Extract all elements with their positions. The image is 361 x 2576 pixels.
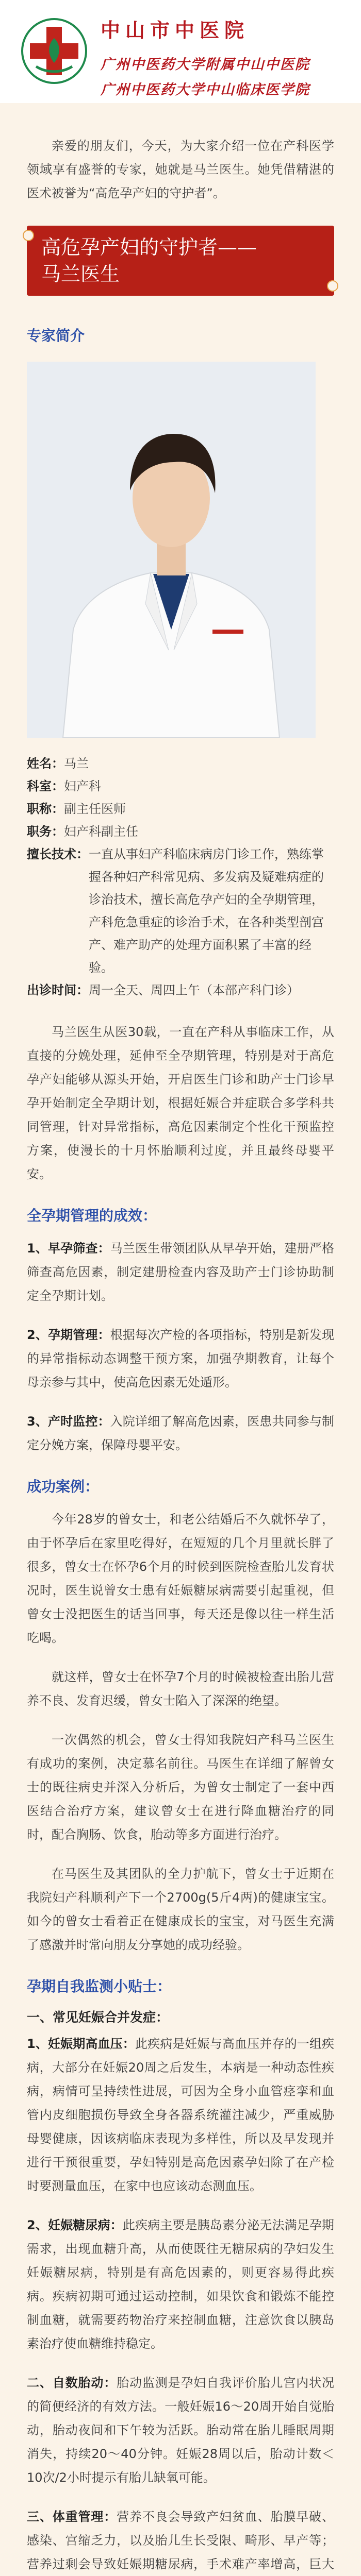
item-text: 入院详细了解高危因素，医患共同参与制定分娩方案，保障母婴平安。 <box>27 1414 335 1452</box>
management-item <box>27 1236 334 1308</box>
item-key: 2、妊娠糖尿病： <box>27 2218 123 2232</box>
item-text: 营养不良会导致产妇贫血、胎膜早破、感染、宫缩乏力，以及胎儿生长受限、畸形、早产等；营养过剩会导致妊娠期糖尿病，手术难产率增高，巨大 <box>27 2510 335 2571</box>
case-paragraph: 一次偶然的机会，曾女士得知我院妇产科马兰医生有成功的案例，决定慕名前往。马医生在详细了解曾女士的既往病史并深入分析后，为曾女士制定了一套中西医结合治疗方案，建议曾女士在进行降血糖治疗的同时，配合胸肠、饮食，胎动等多方面进行治疗。 <box>27 1733 334 1842</box>
item-key: 2、孕期管理： <box>27 1328 110 1342</box>
case-paragraph: 就这样，曾女士在怀孕7个月的时候被检查出胎儿营养不良、发育迟缓，曾女士陷入了深深的绝望。 <box>27 1670 334 1708</box>
profile-info <box>27 752 334 1002</box>
profile-key: 姓名： <box>27 756 64 771</box>
item-key: 二、自数胎动： <box>27 2376 117 2390</box>
profile-value: 一直从事妇产科临床病房门诊工作，熟练掌握各种妇产科常见病、多发病及疑难病症的诊治技术，擅长高危孕产妇的全孕期管理，产科危急重症的诊治手术，在各种类型剖宫产、难产助产的处理方面积累了丰富的经验。 <box>89 847 324 975</box>
profile-key: 科室： <box>27 779 64 793</box>
profile-title: 专家简介 <box>27 327 85 344</box>
management-item <box>27 1410 334 1457</box>
banner-line-1: 高危孕产妇的守护者—— <box>41 236 257 259</box>
profile-row-position <box>27 820 334 843</box>
career-paragraph: 马兰医生从医30载，一直在产科从事临床工作，从直接的分娩处理，延伸至全孕期管理，特别是对于高危孕产妇能够从源头开始，开启医生门诊和助产士门诊早孕开始制定全孕期计划，根据妊娠合并症联合多学科共同管理，针对异常指标，高危因素制定个性化干预监控方案，使漫长的十月怀胎顺利过度，并且最终母婴平安。 <box>27 1025 334 1181</box>
tip-item <box>27 2032 334 2198</box>
item-text: 此疾病是妊娠与高血压并存的一组疾病，大部分在妊娠20周之后发生，本病是一种动态性疾病，病情可呈持续性进展，可因为全身小血管痉挛和血管内皮细胞损伤导致全身各器系统灌注减少，严重威胁母婴健康，因该病临床表现为多样性，所以及早发现并进行干预很重要，孕妇特别是高危因素孕妇除了在产检时要测量血压，在家中也应该动态测血压。 <box>27 2037 334 2193</box>
tip-item <box>27 2505 334 2576</box>
tip-item <box>27 2213 334 2355</box>
management-title: 全孕期管理的成效： <box>27 1207 157 1224</box>
profile-row-dept <box>27 775 334 798</box>
hospital-logo-icon <box>21 18 88 84</box>
profile-value: 妇产科 <box>64 779 101 793</box>
profile-row-name <box>27 752 334 775</box>
hospital-name: 中山市中医院 <box>101 19 250 42</box>
item-key: 1、妊娠期高血压： <box>27 2037 135 2051</box>
title-banner <box>27 226 334 296</box>
profile-row-schedule <box>27 979 334 1002</box>
hospital-subtitle-1: 广州中医药大学附属中山中医院 <box>101 57 310 73</box>
profile-key: 职务： <box>27 824 64 839</box>
tips-title: 孕期自我监测小贴士： <box>27 1978 172 1995</box>
item-text: 胎动监测是孕妇自我评价胎儿宫内状况的简便经济的有效方法。一般妊娠16～20周开始自觉胎动，胎动夜间和下午较为活跃。胎动常在胎儿睡眠周期消失，持续20～40分钟。妊娠28周以后，胎动计数＜10次/2小时提示有胎儿缺氧可能。 <box>27 2376 335 2485</box>
profile-row-expertise <box>27 843 334 979</box>
intro-paragraph: 亲爱的朋友们，今天，为大家介绍一位在产科医学领域享有盛誉的专家，她就是马兰医生。她凭借精湛的医术被誉为“高危孕产妇的守护者”。 <box>27 139 334 200</box>
tip-item <box>27 2371 334 2489</box>
banner-line-2: 马兰医生 <box>41 263 120 285</box>
article-body <box>0 103 361 2576</box>
profile-value: 周一全天、周四上午（本部产科门诊） <box>89 983 299 997</box>
profile-value: 妇产科副主任 <box>64 824 138 839</box>
item-key: 1、早孕筛查： <box>27 1241 110 1256</box>
item-text: 马兰医生带领团队从早孕开始，建册严格筛查高危因素，制定建册检查内容及助产士门诊协助制定全孕期计划。 <box>27 1241 335 1303</box>
hospital-header <box>0 0 361 103</box>
item-key: 3、产时监控： <box>27 1414 110 1429</box>
hospital-titles <box>101 14 310 98</box>
item-text: 此疾病主要是胰岛素分泌无法满足孕期需求，出现血糖升高，从而使既往无糖尿病的孕妇发生妊娠糖尿病，特别是有高危因素的，则更容易得此疾病。疾病初期可通过运动控制，如果饮食和锻炼不能控制血糖，就需要药物治疗来控制血糖，注意饮食以胰岛素治疗使血糖维持稳定。 <box>27 2218 335 2351</box>
profile-value: 马兰 <box>64 756 89 771</box>
profile-row-title <box>27 798 334 820</box>
item-text: 根据每次产检的各项指标，特别是新发现的异常指标动态调整干预方案，加强孕期教育，让每个母亲参与其中，使高危因素无处遁形。 <box>27 1328 335 1389</box>
case-paragraph: 在马医生及其团队的全力护航下，曾女士于近期在我院妇产科顺利产下一个2700g(5斤4两)的健康宝宝。如今的曾女士看着正在健康成长的宝宝，对马医生充满了感激并时常向朋友分享她的成功经验。 <box>27 1867 334 1952</box>
profile-key: 出诊时间： <box>27 983 89 997</box>
tips-subtitle: 一、常见妊娠合并发症： <box>27 2010 169 2025</box>
hospital-subtitle-2: 广州中医药大学中山临床医学院 <box>101 82 310 98</box>
management-item <box>27 1323 334 1394</box>
case-title: 成功案例： <box>27 1478 100 1495</box>
profile-key: 职称： <box>27 802 64 816</box>
profile-value: 副主任医师 <box>64 802 126 816</box>
case-paragraph: 今年28岁的曾女士，和老公结婚后不久就怀孕了，由于怀孕后在家里吃得好，在短短的几个月里就长胖了很多，曾女士在怀孕6个月的时候到医院检查胎儿发育状况时，医生说曾女士患有妊娠糖尿病需要引起重视，但曾女士没把医生的话当回事，每天还是像以往一样生活吃喝。 <box>27 1512 334 1645</box>
doctor-photo <box>27 362 316 738</box>
profile-key: 擅长技术： <box>27 847 89 861</box>
item-key: 三、体重管理： <box>27 2510 117 2524</box>
